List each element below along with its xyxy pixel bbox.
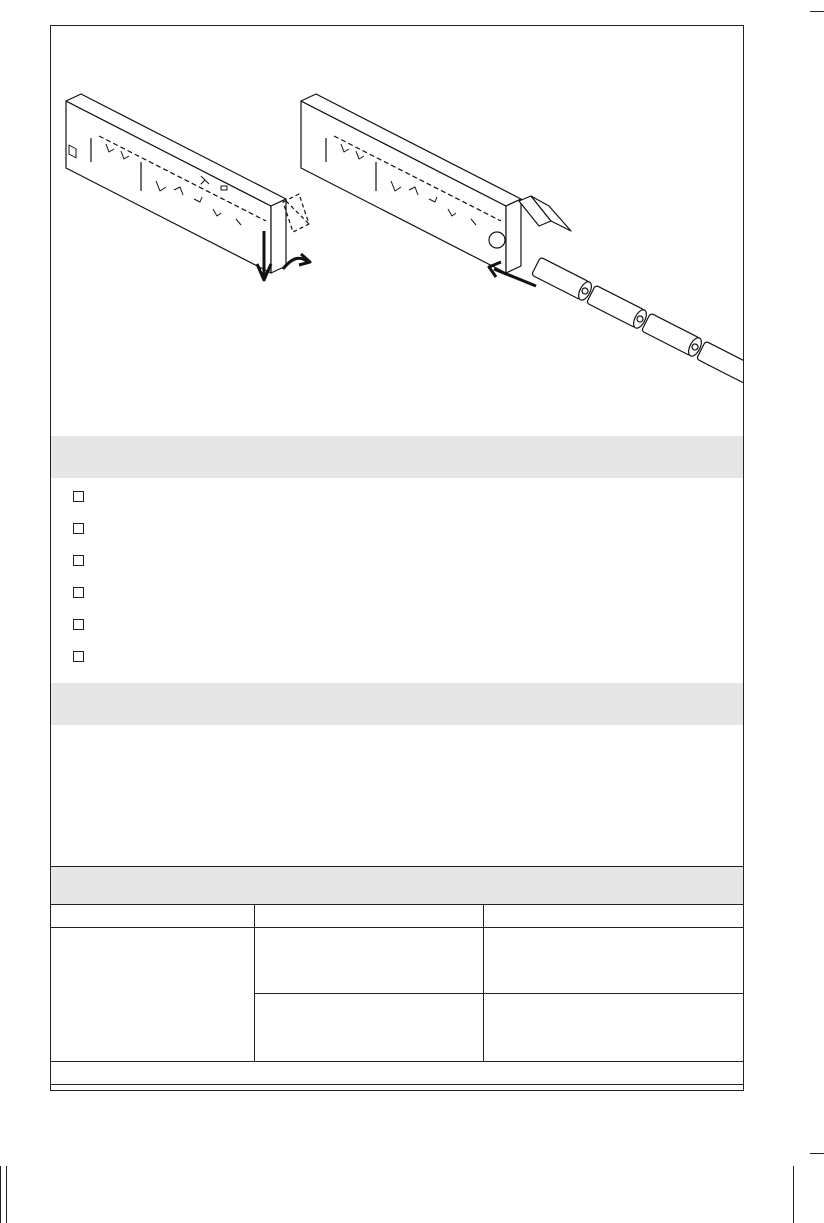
- section-band-3: [51, 866, 743, 905]
- section-band-2: [51, 683, 743, 725]
- checkbox[interactable]: [73, 555, 84, 566]
- crop-mark: [810, 1153, 824, 1154]
- checklist-item[interactable]: [73, 584, 673, 604]
- checkbox[interactable]: [73, 523, 84, 534]
- crop-mark: [6, 1166, 7, 1223]
- section-band-1: [51, 436, 743, 478]
- checkbox[interactable]: [73, 651, 84, 662]
- remote-right: [301, 94, 571, 286]
- checklist-item[interactable]: [73, 648, 673, 668]
- table-header-cell: [254, 905, 484, 928]
- table-cell: [484, 928, 744, 994]
- troubleshooting-table: [50, 904, 744, 1085]
- remote-battery-illustration: [51, 26, 743, 436]
- checklist-item[interactable]: [73, 488, 673, 508]
- crop-mark: [793, 1166, 794, 1223]
- crop-mark: [0, 1166, 1, 1223]
- table-row: [51, 928, 744, 994]
- table-footer-row: [51, 1062, 744, 1085]
- table-footer-cell: [51, 1062, 744, 1085]
- table-header-row: [51, 905, 744, 928]
- checkbox[interactable]: [73, 491, 84, 502]
- table-cell: [51, 928, 255, 1062]
- checklist-item[interactable]: [73, 616, 673, 636]
- table-header-cell: [51, 905, 255, 928]
- table-header-cell: [484, 905, 744, 928]
- checkbox[interactable]: [73, 619, 84, 630]
- table-cell: [254, 928, 484, 994]
- checkbox[interactable]: [73, 587, 84, 598]
- checklist-item[interactable]: [73, 552, 673, 572]
- checklist-item[interactable]: [73, 520, 673, 540]
- crop-mark: [810, 11, 824, 12]
- table-cell: [254, 994, 484, 1062]
- page-frame: [50, 25, 744, 1091]
- batteries: [531, 257, 743, 386]
- remote-left: [66, 94, 310, 280]
- table-cell: [484, 994, 744, 1062]
